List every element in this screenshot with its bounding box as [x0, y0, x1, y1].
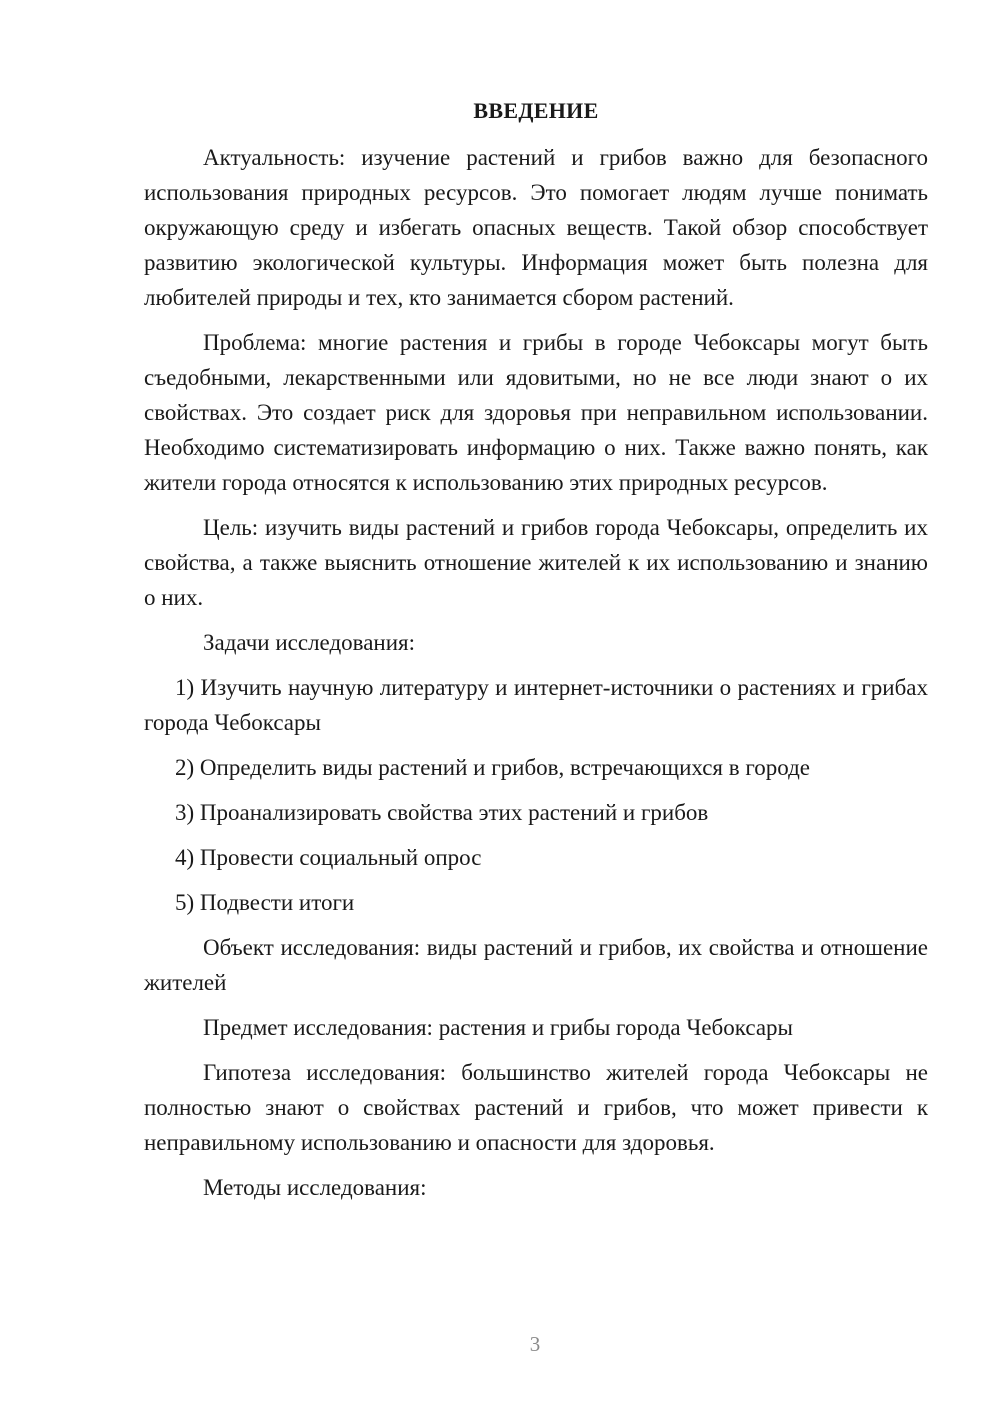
task-item: 3) Проанализировать свойства этих растений и грибов — [175, 800, 709, 825]
page-title: ВВЕДЕНИЕ — [473, 98, 599, 123]
task-item: 4) Провести социальный опрос — [175, 845, 482, 870]
page-content — [144, 93, 928, 1215]
hypothesis-paragraph: Гипотеза исследования: большинство жителей города Чебоксары не полностью знают о свойствах растений и грибов, что может привести к неправильному использованию и опасности для здоровья. — [144, 1060, 928, 1155]
goal-paragraph: Цель: изучить виды растений и грибов города Чебоксары, определить их свойства, а также выяснить отношение жителей к их использованию и знанию о них. — [144, 515, 928, 610]
task-item: 2) Определить виды растений и грибов, встречающихся в городе — [175, 755, 810, 780]
tasks-heading: Задачи исследования: — [203, 630, 416, 655]
task-item: 1) Изучить научную литературу и интернет-источники о растениях и грибах города Чебоксары — [144, 675, 928, 735]
task-item: 5) Подвести итоги — [175, 890, 355, 915]
tasks-list — [144, 670, 928, 920]
page-number: 3 — [529, 1332, 541, 1356]
problem-paragraph: Проблема: многие растения и грибы в городе Чебоксары могут быть съедобными, лекарственными или ядовитыми, но не все люди знают о их свойствах. Это создает риск для здоровья при неправильном использовании. Необходимо систематизировать информацию о них. Также важно понять, как жители города относятся к использованию этих природных ресурсов. — [144, 330, 928, 495]
object-paragraph: Объект исследования: виды растений и грибов, их свойства и отношение жителей — [144, 935, 928, 995]
relevance-paragraph: Актуальность: изучение растений и грибов важно для безопасного использования природных ресурсов. Это помогает людям лучше понимать окружающую среду и избегать опасных веществ. Такой обзор способствует развитию экологической культуры. Информация может быть полезна для любителей природы и тех, кто занимается сбором растений. — [144, 145, 928, 310]
methods-heading: Методы исследования: — [203, 1175, 427, 1200]
subject-paragraph: Предмет исследования: растения и грибы города Чебоксары — [203, 1015, 793, 1040]
